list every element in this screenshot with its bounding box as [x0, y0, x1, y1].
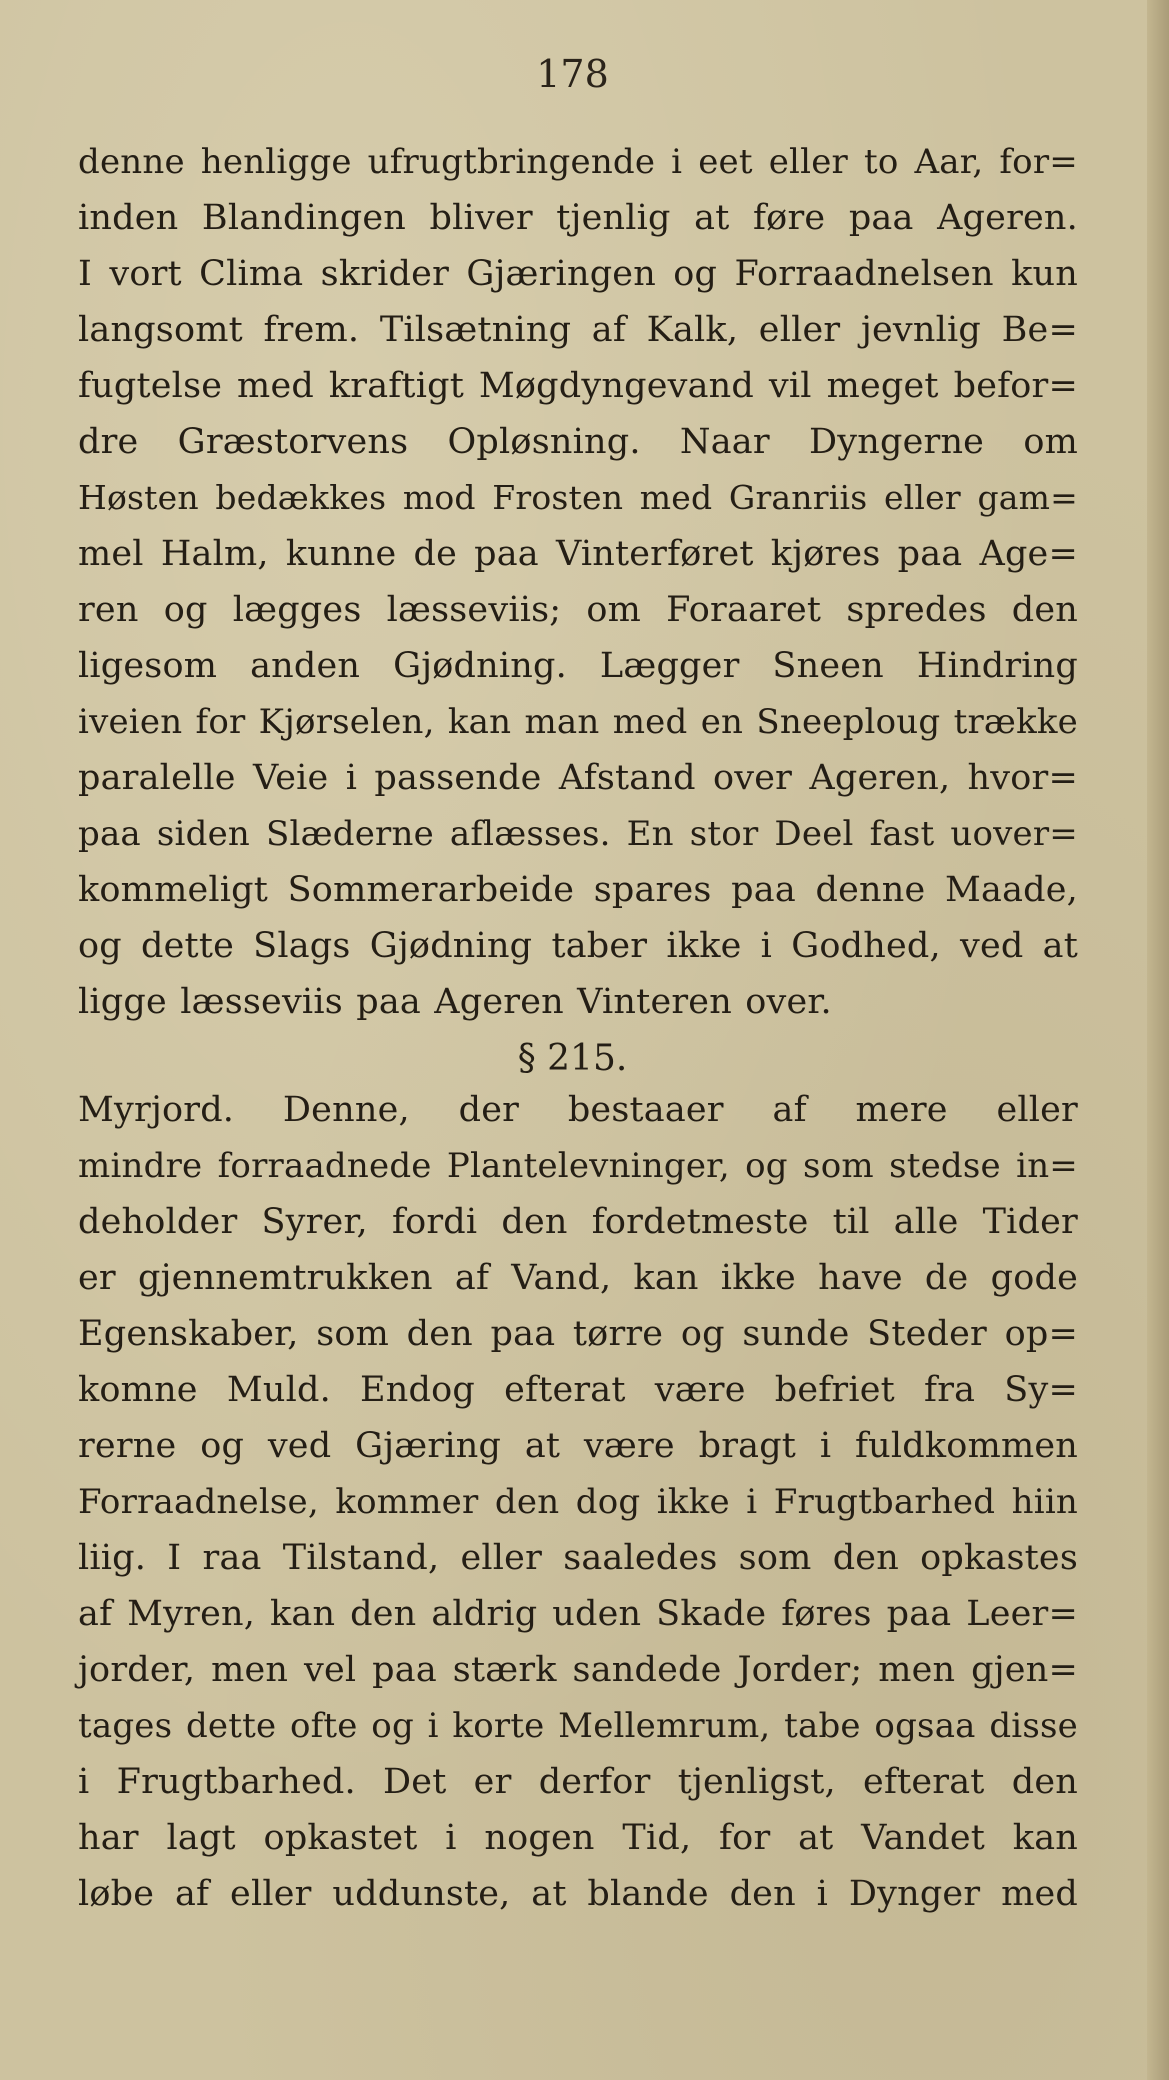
text-line: iveien for Kjørselen, kan man med en Sneeploug trække [78, 702, 1078, 742]
text-line: har lagt opkastet i nogen Tid, for at Vandet kan [78, 1818, 1078, 1858]
text-line: løbe af eller uddunste, at blande den i Dynger med [78, 1874, 1078, 1914]
text-line: i Frugtbarhed. Det er derfor tjenligst, efterat den [78, 1762, 1078, 1802]
text-line: liig. I raa Tilstand, eller saaledes som den opkastes [78, 1538, 1078, 1578]
text-line: mel Halm, kunne de paa Vinterføret kjøres paa Age= [78, 534, 1078, 574]
text-line: og dette Slags Gjødning taber ikke i Godhed, ved at [78, 926, 1078, 966]
text-line: kommeligt Sommerarbeide spares paa denne Maade, [78, 870, 1078, 910]
section-heading: § 215. [517, 1038, 628, 1079]
text-line: ligge læsseviis paa Ageren Vinteren over. [78, 982, 832, 1022]
text-line: inden Blandingen bliver tjenlig at føre paa Ageren. [78, 198, 1078, 238]
text-line: Egenskaber, som den paa tørre og sunde Steder op= [78, 1314, 1078, 1354]
paragraph-2 [78, 1082, 1078, 1922]
paragraph-1 [78, 134, 1078, 1030]
text-line: I vort Clima skrider Gjæringen og Forraadnelsen kun [78, 254, 1078, 294]
text-line: fugtelse med kraftigt Møgdyngevand vil meget befor= [78, 366, 1078, 406]
text-line: paralelle Veie i passende Afstand over Ageren, hvor= [78, 758, 1078, 798]
text-line: er gjennemtrukken af Vand, kan ikke have de gode [78, 1258, 1078, 1298]
text-line: ren og lægges læsseviis; om Foraaret spredes den [78, 590, 1078, 630]
text-line: rerne og ved Gjæring at være bragt i fuldkommen [78, 1426, 1078, 1466]
text-line: ligesom anden Gjødning. Lægger Sneen Hindring [78, 646, 1078, 686]
text-line: mindre forraadnede Plantelevninger, og som stedse in= [78, 1146, 1078, 1186]
text-line: af Myren, kan den aldrig uden Skade føres paa Leer= [78, 1594, 1078, 1634]
text-line: Forraadnelse, kommer den dog ikke i Frugtbarhed hiin [78, 1482, 1078, 1522]
text-line: denne henligge ufrugtbringende i eet eller to Aar, for= [78, 142, 1078, 182]
page-edge [1147, 0, 1169, 2080]
text-line: langsomt frem. Tilsætning af Kalk, eller jevnlig Be= [78, 310, 1078, 350]
text-line: Høsten bedækkes mod Frosten med Granriis eller gam= [78, 478, 1078, 517]
text-line: dre Græstorvens Opløsning. Naar Dyngerne om [78, 422, 1078, 462]
text-line: komne Muld. Endog efterat være befriet fra Sy= [78, 1370, 1078, 1410]
text-line: paa siden Slæderne aflæsses. En stor Deel fast uover= [78, 814, 1078, 854]
text-line: tages dette ofte og i korte Mellemrum, tabe ogsaa disse [78, 1706, 1078, 1746]
page-number: 178 [536, 52, 609, 96]
text-line: deholder Syrer, fordi den fordetmeste til alle Tider [78, 1202, 1078, 1242]
text-line: jorder, men vel paa stærk sandede Jorder; men gjen= [78, 1650, 1078, 1690]
text-line: Myrjord. Denne, der bestaaer af mere eller [78, 1090, 1078, 1130]
